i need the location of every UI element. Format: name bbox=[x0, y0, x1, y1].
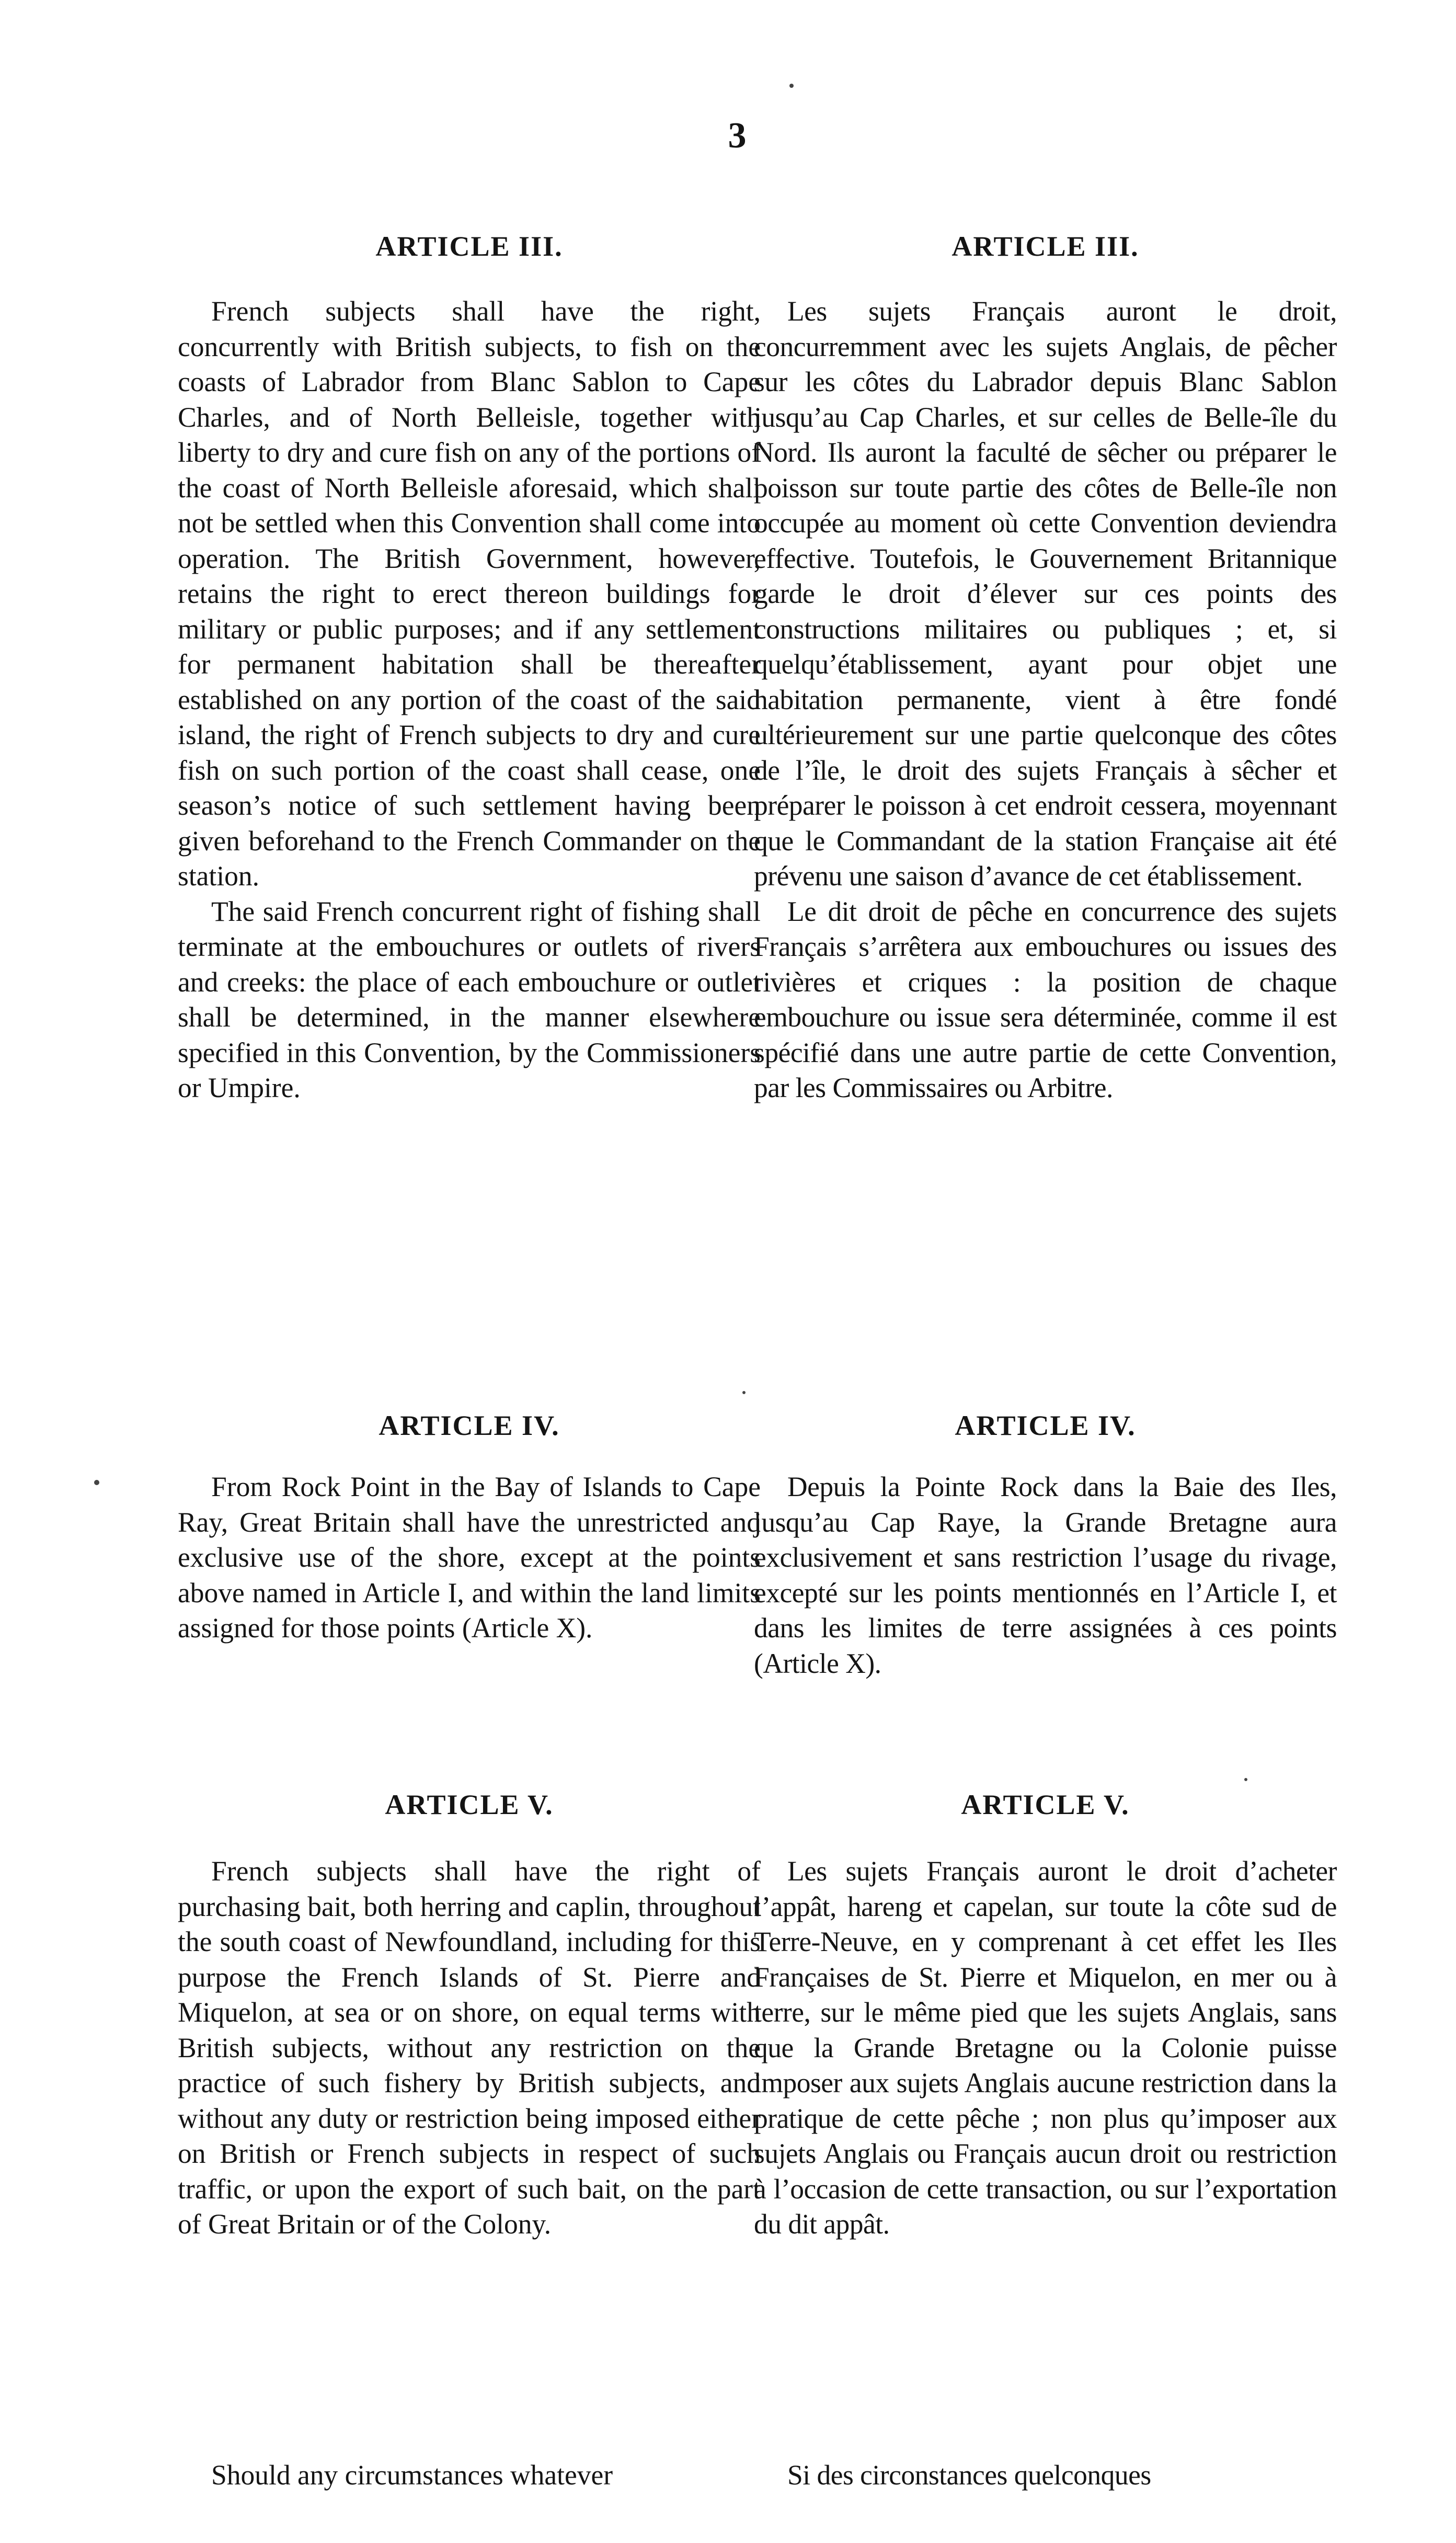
article-5-paragraph-2-fr: Si des circonstances quelconques bbox=[787, 2459, 1151, 2491]
article-3-text-en bbox=[178, 294, 761, 1106]
article-5-continuation-fr bbox=[754, 2458, 1337, 2493]
article-5-paragraph-1-fr: Les sujets Français auront le droit d’acheter l’appât, hareng et capelan, sur toute la côte sud de Terre-Neuve, en y comprenant à cet effet les Iles Françaises de St. Pierre et Miquelon, en mer ou à terre, sur le même pied que les sujets Anglais, sans que la Grande Bretagne ou la Colonie puisse imposer aux sujets Anglais aucune restriction dans la pratique de cette pêche ; non plus qu’imposer aux sujets Anglais ou Français aucun droit ou restriction à l’occasion de cette transaction, ou sur l’exportation du dit appât. bbox=[754, 1855, 1337, 2240]
article-3-paragraph-2-fr: Le dit droit de pêche en concurrence des sujets Français s’arrêtera aux embouchures ou issues des rivières et criques : la position de chaque embouchure ou issue sera déterminée, comme il est spécifié dans une autre partie de cette Convention, par les Commissaires ou Arbitre. bbox=[754, 895, 1337, 1103]
scan-speck bbox=[789, 84, 794, 88]
article-4-text-en bbox=[178, 1469, 761, 1646]
article-4-paragraph-1-fr: Depuis la Pointe Rock dans la Baie des Iles, jusqu’au Cap Raye, la Grande Bretagne aura exclusivement et sans restriction l’usage du rivage, excepté sur les points mentionnés en l’Article I, et dans les limites de terre assignées à ces points (Article X). bbox=[754, 1471, 1337, 1679]
article-4-heading-en: ARTICLE IV. bbox=[379, 1410, 560, 1441]
scan-speck bbox=[94, 1480, 99, 1485]
article-3-heading-en: ARTICLE III. bbox=[375, 231, 563, 262]
scan-speck bbox=[742, 1391, 746, 1394]
scan-speck bbox=[1244, 1778, 1247, 1781]
article-3-paragraph-2-en: The said French concurrent right of fishing shall terminate at the embouchures or outlets of rivers and creeks: the place of each embouchure or outlet shall be determined, in the manner elsewhere specified in this Convention, by the Commissioners or Umpire. bbox=[178, 895, 761, 1103]
article-5-text-en bbox=[178, 1854, 761, 2242]
article-4-heading-fr: ARTICLE IV. bbox=[955, 1410, 1136, 1441]
article-5-heading-en: ARTICLE V. bbox=[385, 1789, 554, 1820]
article-5-paragraph-2-en: Should any circumstances whatever bbox=[211, 2459, 613, 2491]
article-5-paragraph-1-en: French subjects shall have the right of purchasing bait, both herring and caplin, throughout the south coast of Newfoundland, including for this purpose the French Islands of St. Pierre and Miquelon, at sea or on shore, on equal terms with British subjects, without any restriction on the practice of such fishery by British subjects, and without any duty or restriction being imposed either on British or French subjects in respect of such traffic, or upon the export of such bait, on the part of Great Britain or of the Colony. bbox=[178, 1855, 761, 2240]
article-3-paragraph-1-fr: Les sujets Français auront le droit, concurremment avec les sujets Anglais, de pêcher sur les côtes du Labrador depuis Blanc Sablon jusqu’au Cap Charles, et sur celles de Belle-île du Nord. Ils auront la faculté de sêcher ou préparer le poisson sur toute partie des côtes de Belle-île non occupée au moment où cette Convention deviendra effective. Toutefois, le Gouvernement Britannique garde le droit d’élever sur ces points des constructions militaires ou publiques ; et, si quelqu’établissement, ayant pour objet une habitation permanente, vient à être fondé ultérieurement sur une partie quelconque des côtes de l’île, le droit des sujets Français à sêcher et préparer le poisson à cet endroit cessera, moyennant que le Commandant de la station Française ait été prévenu une saison d’avance de cet établissement. bbox=[754, 295, 1337, 892]
article-3-paragraph-1-en: French subjects shall have the right, concurrently with British subjects, to fish on the coasts of Labrador from Blanc Sablon to Cape Charles, and of North Belleisle, together with liberty to dry and cure fish on any of the portions of the coast of North Belleisle aforesaid, which shall not be settled when this Convention shall come into operation. The British Government, however, retains the right to erect thereon buildings for military or public purposes; and if any settlement for permanent habitation shall be thereafter established on any portion of the coast of the said island, the right of French subjects to dry and cure fish on such portion of the coast shall cease, one season’s notice of such settlement having been given beforehand to the French Commander on the station. bbox=[178, 295, 761, 892]
article-4-paragraph-1-en: From Rock Point in the Bay of Islands to Cape Ray, Great Britain shall have the unrestricted and exclusive use of the shore, except at the points above named in Article I, and within the land limits assigned for those points (Article X). bbox=[178, 1471, 761, 1644]
article-5-heading-fr: ARTICLE V. bbox=[961, 1789, 1130, 1820]
article-4-text-fr bbox=[754, 1469, 1337, 1681]
article-3-heading-fr: ARTICLE III. bbox=[951, 231, 1139, 262]
article-3-text-fr bbox=[754, 294, 1337, 1106]
article-5-continuation-en bbox=[178, 2458, 761, 2493]
page-number: 3 bbox=[728, 116, 747, 156]
article-5-text-fr bbox=[754, 1854, 1337, 2242]
